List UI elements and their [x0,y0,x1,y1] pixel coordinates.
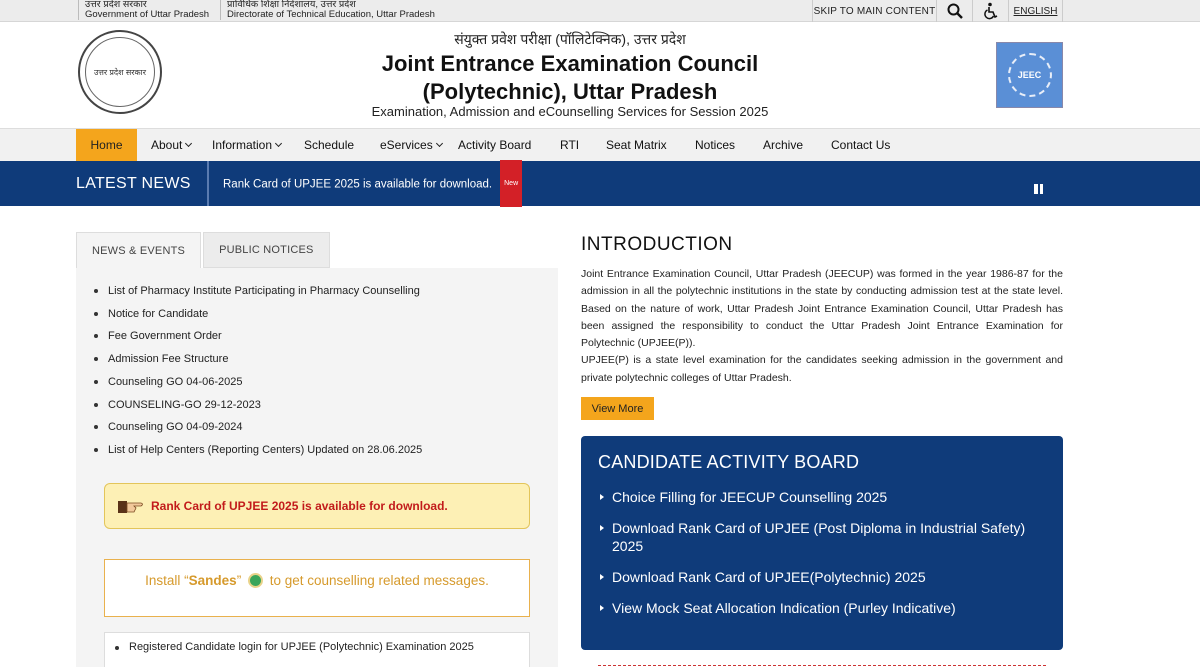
gov1-english: Government of Uttar Pradesh [85,9,210,20]
notice-item[interactable]: Fee Government Order [108,325,422,348]
search-icon [947,3,963,19]
news-ticker-text: Rank Card of UPJEE 2025 is available for download. [223,178,493,191]
intro-para-1: Joint Entrance Examination Council, Uttar Pradesh (JEECUP) was formed in the year 1986-87 for the admission in all the polytechnic institutions in the state by conducting admission test at the state level. Based on the nature of work, Uttar Pradesh Joint Entrance Examination Council, Uttar Pradesh has been assigned the responsibility to conduct the Uttar Pradesh Joint Entrance Examination for Polytechnic (UPJEE(P)). [581,268,1063,350]
board-item[interactable]: Download Rank Card of UPJEE(Polytechnic) 2025 [612,568,1042,586]
sandes-name: Sandes [188,573,237,588]
jeec-logo[interactable] [996,42,1063,108]
sandes-post: ” [236,573,245,588]
intro-para-2: UPJEE(P) is a state level examination for the candidates seeking admission in the government and private polytechnic colleges of Uttar Pradesh. [581,354,1063,384]
tab-news-events[interactable]: NEWS & EVENTS [76,232,201,268]
sandes-install-notice[interactable] [104,559,530,617]
gov1-hindi: उत्तर प्रदेश सरकार [85,0,147,10]
nav-archive[interactable] [763,129,803,161]
sandes-pre: Install “ [145,573,189,588]
registered-candidate-box [104,632,530,667]
tab-public-notices[interactable]: PUBLIC NOTICES [203,232,330,268]
nav-schedule[interactable] [304,129,354,161]
nav-home-label: Home [90,138,123,152]
rank-card-notice[interactable] [104,483,530,529]
accessibility-button[interactable] [972,0,1008,22]
nav-information-label: Information [212,138,273,152]
board-list [612,488,1042,630]
board-item[interactable]: Download Rank Card of UPJEE (Post Diploma in Industrial Safety) 2025 [612,519,1042,555]
pause-icon [1034,184,1038,194]
nav-seat-matrix-label: Seat Matrix [606,138,667,152]
new-badge: New [500,160,522,207]
chevron-down-icon [436,140,443,147]
site-title-line2: (Polytechnic), Uttar Pradesh [422,79,718,104]
gov2-hindi: प्राविधिक शिक्षा निदेशालय, उत्तर प्रदेश [227,0,356,10]
skip-to-main-link[interactable]: SKIP TO MAIN CONTENT [812,0,936,22]
site-title-line1: Joint Entrance Examination Council [381,51,759,76]
news-tabs [76,232,330,268]
accessibility-icon [982,2,1000,20]
notice-item[interactable]: Admission Fee Structure [108,348,422,371]
top-bar [0,0,1200,22]
notice-item[interactable]: Counseling GO 04-06-2025 [108,371,422,394]
main-nav [0,128,1200,161]
nav-contact-us[interactable] [831,129,890,161]
sandes-tail: to get counselling related messages. [265,573,489,588]
notice-item[interactable]: Counseling GO 04-09-2024 [108,416,422,439]
gov2-english: Directorate of Technical Education, Uttar Pradesh [227,9,435,20]
language-link[interactable]: ENGLISH [1008,0,1063,22]
latest-news-label: LATEST NEWS [76,175,191,192]
nav-home[interactable] [76,129,137,161]
notice-item[interactable]: COUNSELING-GO 29-12-2023 [108,394,422,417]
nav-about[interactable] [151,129,191,161]
chevron-down-icon [275,140,282,147]
board-item[interactable]: View Mock Seat Allocation Indication (Purley Indicative) [612,599,1042,617]
nav-notices[interactable] [695,129,735,161]
nav-seat-matrix[interactable] [606,129,667,161]
notice-item[interactable]: List of Help Centers (Reporting Centers) Updated on 28.06.2025 [108,439,422,462]
hindi-title: संयुक्त प्रवेश परीक्षा (पॉलिटेक्निक), उत्तर प्रदेश [454,31,686,47]
nav-archive-label: Archive [763,138,804,152]
pause-button[interactable] [1034,184,1045,195]
search-button[interactable] [936,0,972,22]
candidate-activity-board [581,436,1063,650]
intro-body [581,266,1063,387]
nav-eservices[interactable] [380,129,442,161]
jeec-logo-text: JEEC [1008,53,1052,97]
news-ticker-item[interactable] [223,161,522,206]
notice-item[interactable]: List of Pharmacy Institute Participating in Pharmacy Counselling [108,280,422,303]
nav-schedule-label: Schedule [304,138,355,152]
nav-notices-label: Notices [695,138,736,152]
news-divider [207,161,209,206]
rank-card-text: Rank Card of UPJEE 2025 is available for download. [151,499,448,513]
sandes-app-icon [248,573,263,588]
nav-activity-board-label: Activity Board [458,138,532,152]
news-panel [76,268,558,667]
nav-information[interactable] [212,129,281,161]
nav-about-label: About [151,138,183,152]
notice-list [108,280,422,462]
latest-news-bar [0,161,1200,206]
notice-item[interactable]: Notice for Candidate [108,303,422,326]
section-divider [598,665,1046,666]
site-header [0,22,1200,128]
nav-rti-label: RTI [560,138,580,152]
intro-title: INTRODUCTION [581,234,733,255]
board-title: CANDIDATE ACTIVITY BOARD [598,452,860,472]
registered-login-link[interactable]: Registered Candidate login for UPJEE (Polytechnic) Examination 2025 [129,641,529,653]
nav-rti[interactable] [560,129,579,161]
up-govt-emblem[interactable] [78,30,162,114]
nav-contact-us-label: Contact Us [831,138,891,152]
nav-activity-board[interactable] [458,129,531,161]
emblem-text: उत्तर प्रदेश सरकार [85,37,155,107]
view-more-button[interactable]: View More [581,397,654,420]
site-subtitle: Examination, Admission and eCounselling Services for Session 2025 [371,104,769,119]
chevron-down-icon [185,140,192,147]
nav-eservices-label: eServices [380,138,433,152]
gov-up-link[interactable] [78,0,209,20]
board-item[interactable]: Choice Filling for JEECUP Counselling 2025 [612,488,1042,506]
pointing-hand-icon [117,498,145,514]
dte-link[interactable] [220,0,435,20]
